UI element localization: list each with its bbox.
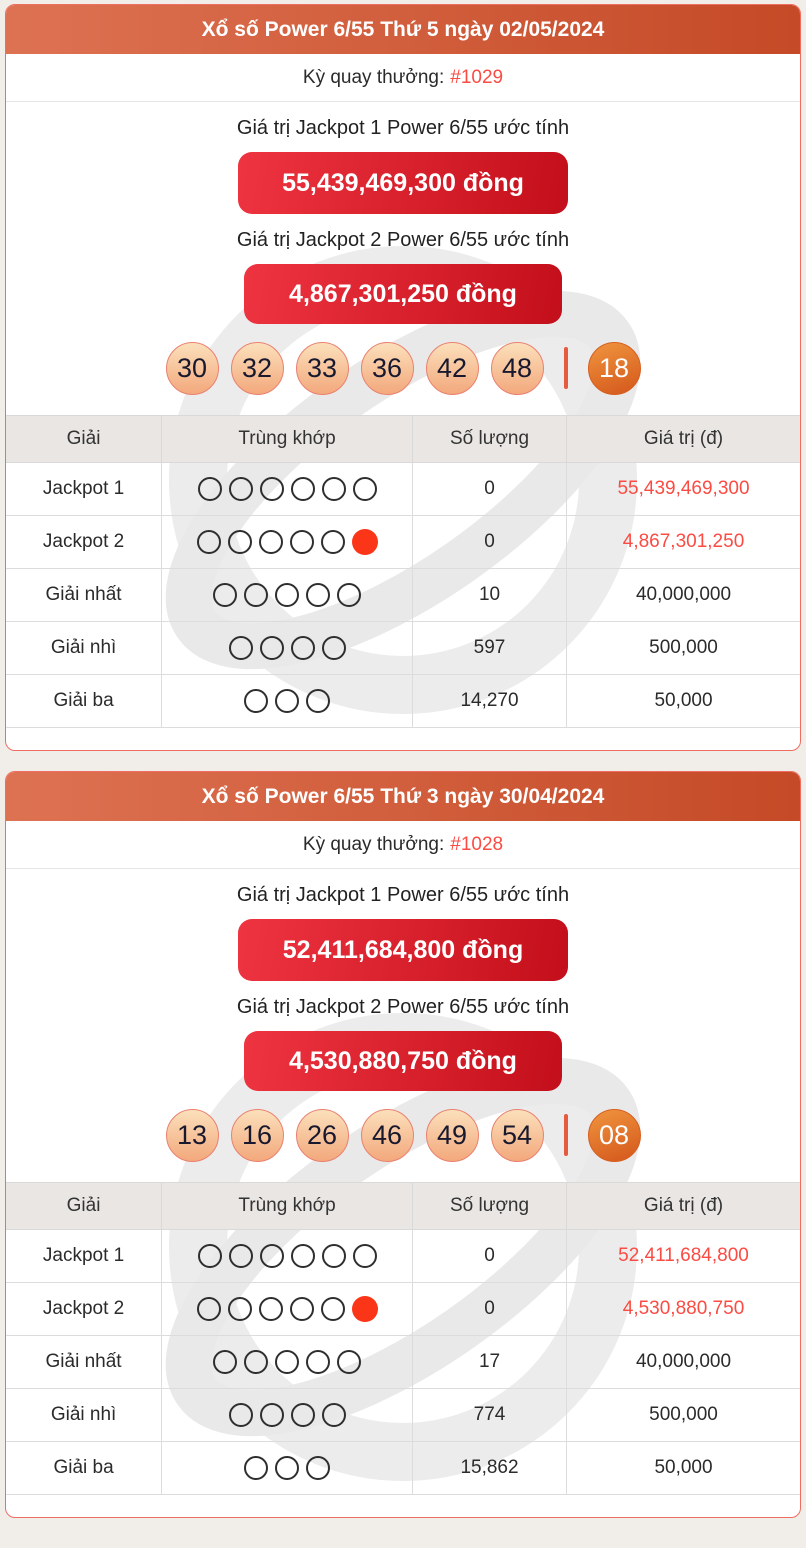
match-circle-icon: [213, 583, 237, 607]
match-circle-icon: [260, 1244, 284, 1268]
winning-number-ball: 49: [426, 1109, 479, 1162]
table-header-row: [6, 416, 800, 463]
match-circle-icon: [353, 1244, 377, 1268]
col-header-prize: Giải: [6, 1183, 162, 1230]
jackpot2-value-button: 4,867,301,250 đồng: [244, 264, 562, 324]
match-circle-icon: [322, 1244, 346, 1268]
prize-name: Giải nhất: [6, 1336, 162, 1389]
ball-divider: [564, 1114, 568, 1156]
winner-count: 0: [413, 1283, 567, 1336]
match-circle-icon: [291, 1403, 315, 1427]
prize-value: 4,867,301,250: [567, 516, 800, 569]
match-pattern: [162, 569, 413, 622]
match-circle-icon: [228, 530, 252, 554]
draw-period-label: Kỳ quay thưởng:: [302, 66, 445, 88]
prize-name: Giải nhì: [6, 1389, 162, 1442]
prize-value: 500,000: [567, 622, 800, 675]
winning-number-ball: 48: [491, 342, 544, 395]
match-circle-icon: [290, 530, 314, 554]
match-circle-icon: [244, 1350, 268, 1374]
table-row: [6, 1283, 800, 1336]
table-row: [6, 1336, 800, 1389]
winning-number-ball: 42: [426, 342, 479, 395]
match-circle-icon: [290, 1297, 314, 1321]
prize-table: [6, 415, 800, 728]
winner-count: 597: [413, 622, 567, 675]
jackpot1-label: Giá trị Jackpot 1 Power 6/55 ước tính: [236, 117, 570, 139]
match-circle-icon: [353, 477, 377, 501]
col-header-prize: Giải: [6, 416, 162, 463]
match-circle-icon: [322, 636, 346, 660]
match-circle-icon: [321, 1297, 345, 1321]
match-circle-icon: [337, 1350, 361, 1374]
match-circle-icon: [275, 1456, 299, 1480]
match-circle-icon: [244, 583, 268, 607]
draw-period-label: Kỳ quay thưởng:: [302, 833, 445, 855]
match-circle-icon: [337, 583, 361, 607]
winning-numbers-row: [6, 341, 800, 395]
table-row: [6, 463, 800, 516]
match-circle-icon: [259, 1297, 283, 1321]
match-circle-icon: [275, 689, 299, 713]
match-pattern: [162, 1389, 413, 1442]
col-header-count: Số lượng: [413, 1183, 567, 1230]
card-footer-spacer: [6, 728, 800, 750]
match-circle-icon: [198, 1244, 222, 1268]
prize-value: 40,000,000: [567, 569, 800, 622]
match-pattern: [162, 1336, 413, 1389]
table-row: [6, 516, 800, 569]
match-circle-icon: [306, 1456, 330, 1480]
match-circle-icon: [275, 583, 299, 607]
prize-name: Jackpot 1: [6, 463, 162, 516]
table-row: [6, 1230, 800, 1283]
winning-number-ball: 33: [296, 342, 349, 395]
match-circle-icon: [197, 530, 221, 554]
match-pattern: [162, 622, 413, 675]
card-title: Xổ số Power 6/55 Thứ 3 ngày 30/04/2024: [6, 772, 800, 821]
col-header-value: Giá trị (đ): [567, 416, 800, 463]
match-circle-icon: [244, 689, 268, 713]
table-row: [6, 1389, 800, 1442]
prize-value: 55,439,469,300: [567, 463, 800, 516]
prize-table: [6, 1182, 800, 1495]
prize-name: Jackpot 2: [6, 1283, 162, 1336]
table-row: [6, 569, 800, 622]
match-circle-icon: [260, 477, 284, 501]
jackpot1-label: Giá trị Jackpot 1 Power 6/55 ước tính: [236, 884, 570, 906]
prize-name: Giải ba: [6, 675, 162, 728]
prize-value: 40,000,000: [567, 1336, 800, 1389]
match-special-circle-icon: [352, 529, 378, 555]
col-header-value: Giá trị (đ): [567, 1183, 800, 1230]
winning-numbers-row: [6, 1108, 800, 1162]
match-circle-icon: [321, 530, 345, 554]
special-number-ball: 08: [588, 1109, 641, 1162]
prize-name: Giải nhì: [6, 622, 162, 675]
winner-count: 10: [413, 569, 567, 622]
jackpot2-label: Giá trị Jackpot 2 Power 6/55 ước tính: [236, 229, 570, 251]
match-circle-icon: [213, 1350, 237, 1374]
winning-number-ball: 26: [296, 1109, 349, 1162]
match-pattern: [162, 463, 413, 516]
result-card-1028: [5, 771, 801, 1518]
prize-value: 50,000: [567, 1442, 800, 1495]
draw-period-row: [6, 54, 800, 102]
draw-period-id: #1028: [450, 833, 504, 855]
winning-number-ball: 32: [231, 342, 284, 395]
match-special-circle-icon: [352, 1296, 378, 1322]
match-circle-icon: [260, 1403, 284, 1427]
prize-name: Giải ba: [6, 1442, 162, 1495]
prize-value: 4,530,880,750: [567, 1283, 800, 1336]
card-footer-spacer: [6, 1495, 800, 1517]
winning-number-ball: 46: [361, 1109, 414, 1162]
match-circle-icon: [306, 583, 330, 607]
col-header-count: Số lượng: [413, 416, 567, 463]
match-circle-icon: [275, 1350, 299, 1374]
winning-number-ball: 54: [491, 1109, 544, 1162]
match-circle-icon: [229, 1403, 253, 1427]
match-circle-icon: [260, 636, 284, 660]
prize-value: 52,411,684,800: [567, 1230, 800, 1283]
draw-period-row: [6, 821, 800, 869]
table-row: [6, 1442, 800, 1495]
match-circle-icon: [197, 1297, 221, 1321]
table-row: [6, 675, 800, 728]
match-circle-icon: [306, 1350, 330, 1374]
card-title: Xổ số Power 6/55 Thứ 5 ngày 02/05/2024: [6, 5, 800, 54]
match-circle-icon: [291, 477, 315, 501]
winning-number-ball: 30: [166, 342, 219, 395]
match-circle-icon: [228, 1297, 252, 1321]
table-header-row: [6, 1183, 800, 1230]
match-pattern: [162, 1442, 413, 1495]
col-header-match: Trùng khớp: [162, 416, 413, 463]
match-pattern: [162, 516, 413, 569]
winner-count: 0: [413, 463, 567, 516]
winner-count: 0: [413, 1230, 567, 1283]
prize-value: 50,000: [567, 675, 800, 728]
match-circle-icon: [229, 636, 253, 660]
winner-count: 14,270: [413, 675, 567, 728]
match-pattern: [162, 675, 413, 728]
match-circle-icon: [229, 1244, 253, 1268]
match-circle-icon: [322, 477, 346, 501]
ball-divider: [564, 347, 568, 389]
draw-period-id: #1029: [450, 66, 504, 88]
match-pattern: [162, 1283, 413, 1336]
winner-count: 774: [413, 1389, 567, 1442]
winner-count: 15,862: [413, 1442, 567, 1495]
jackpot1-value-button: 55,439,469,300 đồng: [238, 152, 568, 214]
winning-number-ball: 16: [231, 1109, 284, 1162]
match-circle-icon: [198, 477, 222, 501]
winner-count: 17: [413, 1336, 567, 1389]
result-card-1029: [5, 4, 801, 751]
match-circle-icon: [244, 1456, 268, 1480]
table-row: [6, 622, 800, 675]
winning-number-ball: 13: [166, 1109, 219, 1162]
prize-name: Jackpot 2: [6, 516, 162, 569]
match-circle-icon: [229, 477, 253, 501]
winner-count: 0: [413, 516, 567, 569]
match-circle-icon: [291, 636, 315, 660]
match-pattern: [162, 1230, 413, 1283]
jackpot1-value-button: 52,411,684,800 đồng: [238, 919, 568, 981]
prize-name: Jackpot 1: [6, 1230, 162, 1283]
special-number-ball: 18: [588, 342, 641, 395]
match-circle-icon: [306, 689, 330, 713]
prize-value: 500,000: [567, 1389, 800, 1442]
match-circle-icon: [291, 1244, 315, 1268]
match-circle-icon: [322, 1403, 346, 1427]
match-circle-icon: [259, 530, 283, 554]
prize-name: Giải nhất: [6, 569, 162, 622]
jackpot2-label: Giá trị Jackpot 2 Power 6/55 ước tính: [236, 996, 570, 1018]
col-header-match: Trùng khớp: [162, 1183, 413, 1230]
winning-number-ball: 36: [361, 342, 414, 395]
jackpot2-value-button: 4,530,880,750 đồng: [244, 1031, 562, 1091]
